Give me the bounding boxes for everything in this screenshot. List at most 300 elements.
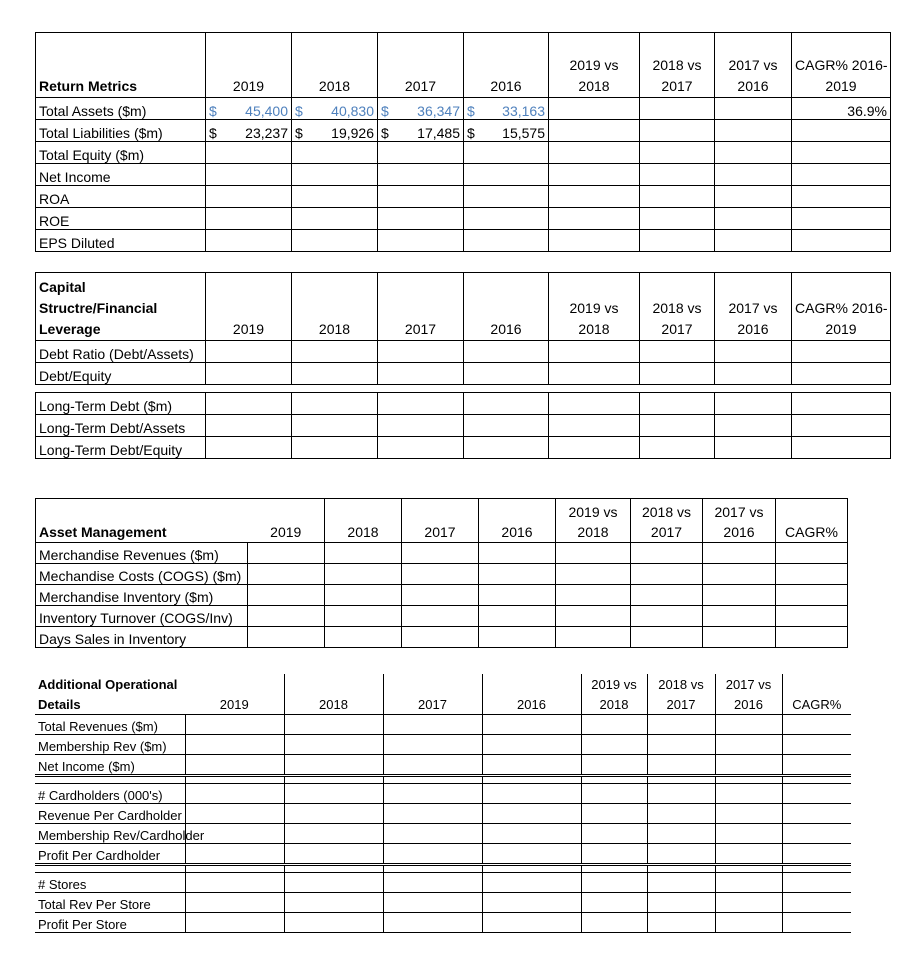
value-cell[interactable] xyxy=(248,585,325,606)
year-header: 2016 xyxy=(464,33,549,98)
cagr-cell[interactable] xyxy=(792,437,891,459)
table-row xyxy=(35,893,851,913)
table-row xyxy=(36,186,891,208)
table-row xyxy=(35,913,851,933)
year-header: 2017 xyxy=(383,694,482,715)
value-cell[interactable] xyxy=(703,543,776,564)
value-cell[interactable] xyxy=(640,415,715,437)
cagr-cell[interactable] xyxy=(782,893,851,913)
value-cell[interactable] xyxy=(479,606,556,627)
value-cell[interactable] xyxy=(640,230,715,252)
table-row xyxy=(36,543,848,564)
row-label: Long-Term Debt ($m) xyxy=(36,393,206,415)
value-cell[interactable] xyxy=(402,543,479,564)
comparison-header: 2017 xyxy=(647,694,715,715)
table-row xyxy=(36,437,891,459)
value-cell[interactable] xyxy=(482,824,581,844)
value-cell[interactable] xyxy=(464,186,549,208)
table-row xyxy=(35,755,851,776)
value-cell[interactable] xyxy=(464,142,549,164)
value-cell[interactable] xyxy=(206,415,292,437)
value-cell[interactable] xyxy=(647,893,715,913)
value-cell[interactable] xyxy=(703,627,776,648)
value-cell[interactable] xyxy=(549,208,640,230)
year-header: 2018 xyxy=(292,273,378,341)
value-cell[interactable] xyxy=(640,393,715,415)
value-cell[interactable] xyxy=(206,230,292,252)
value-cell[interactable] xyxy=(631,585,703,606)
capital-structure-table xyxy=(35,272,891,385)
value-cell[interactable] xyxy=(647,755,715,776)
value-cell[interactable] xyxy=(715,415,792,437)
value-cell[interactable] xyxy=(581,784,647,804)
comparison-header: 2019 vs xyxy=(581,674,647,694)
comparison-header: 2016 xyxy=(715,694,782,715)
table-row xyxy=(36,363,891,385)
value-cell[interactable] xyxy=(647,873,715,893)
value-cell[interactable] xyxy=(581,755,647,776)
year-header: 2018 xyxy=(292,33,378,98)
value-cell[interactable] xyxy=(640,120,715,142)
row-label: Profit Per Cardholder xyxy=(35,844,185,865)
year-header: 2019 xyxy=(206,273,292,341)
cagr-cell[interactable] xyxy=(782,784,851,804)
value-cell[interactable] xyxy=(556,585,631,606)
value-cell[interactable] xyxy=(292,415,378,437)
year-header: 2016 xyxy=(479,499,556,543)
value-cell[interactable] xyxy=(284,913,383,933)
value-cell[interactable] xyxy=(383,784,482,804)
value-cell[interactable] xyxy=(647,715,715,735)
value-cell[interactable] xyxy=(292,230,378,252)
row-label: Long-Term Debt/Assets xyxy=(36,415,206,437)
value-cell[interactable] xyxy=(378,363,464,385)
row-label: Merchandise Inventory ($m) xyxy=(36,585,248,606)
value-cell[interactable] xyxy=(549,98,640,120)
row-label: Profit Per Store xyxy=(35,913,185,933)
cagr-cell[interactable] xyxy=(792,341,891,363)
value-cell[interactable] xyxy=(715,715,782,735)
value-cell[interactable] xyxy=(383,824,482,844)
value-cell[interactable] xyxy=(581,824,647,844)
value-cell[interactable] xyxy=(631,564,703,585)
comparison-header: 2018 vs 2017 xyxy=(640,273,715,341)
value-cell[interactable]: $ 40,830 xyxy=(292,98,378,120)
value-cell[interactable] xyxy=(703,606,776,627)
value-cell[interactable] xyxy=(715,784,782,804)
value-cell[interactable] xyxy=(647,735,715,755)
spacer-row xyxy=(35,776,851,784)
value-cell[interactable] xyxy=(715,804,782,824)
value-cell[interactable] xyxy=(715,186,792,208)
value-cell[interactable] xyxy=(581,735,647,755)
value-cell[interactable] xyxy=(402,627,479,648)
value-cell[interactable] xyxy=(378,164,464,186)
value-cell[interactable] xyxy=(383,873,482,893)
additional-details-title: Additional Operational xyxy=(38,677,178,692)
table-row xyxy=(35,784,851,804)
value-cell[interactable] xyxy=(703,564,776,585)
row-label: Net Income ($m) xyxy=(35,755,185,776)
value-cell[interactable] xyxy=(383,804,482,824)
value-cell[interactable] xyxy=(378,142,464,164)
value-cell[interactable] xyxy=(549,230,640,252)
value-cell[interactable] xyxy=(402,585,479,606)
row-label: Days Sales in Inventory xyxy=(36,627,248,648)
table-row xyxy=(36,208,891,230)
value-cell[interactable] xyxy=(647,804,715,824)
row-label: Total Revenues ($m) xyxy=(35,715,185,735)
value-cell[interactable] xyxy=(292,142,378,164)
value-cell[interactable] xyxy=(715,735,782,755)
value-cell[interactable] xyxy=(206,164,292,186)
comparison-header: 2019 vs 2018 xyxy=(549,33,640,98)
year-header: 2017 xyxy=(402,499,479,543)
table-row xyxy=(35,844,851,865)
row-label: Mechandise Costs (COGS) ($m) xyxy=(36,564,248,585)
cagr-header: CAGR% 2016- 2019 xyxy=(792,273,891,341)
value-cell[interactable] xyxy=(647,784,715,804)
table-row xyxy=(36,393,891,415)
value-cell[interactable] xyxy=(378,208,464,230)
value-cell[interactable] xyxy=(715,873,782,893)
value-cell[interactable] xyxy=(185,893,284,913)
value-cell[interactable] xyxy=(640,437,715,459)
cagr-cell[interactable] xyxy=(782,913,851,933)
cagr-cell[interactable] xyxy=(792,120,891,142)
additional-details-table xyxy=(35,674,851,933)
value-cell[interactable] xyxy=(549,186,640,208)
value-cell[interactable] xyxy=(482,715,581,735)
value-cell[interactable] xyxy=(206,341,292,363)
row-label: # Cardholders (000's) xyxy=(35,784,185,804)
cagr-cell[interactable] xyxy=(782,844,851,865)
row-label: Debt/Equity xyxy=(36,363,206,385)
value-cell[interactable] xyxy=(378,341,464,363)
value-cell[interactable] xyxy=(647,824,715,844)
value-cell[interactable] xyxy=(284,844,383,865)
table-row xyxy=(36,164,891,186)
cagr-cell[interactable] xyxy=(782,873,851,893)
value-cell[interactable] xyxy=(581,913,647,933)
value-cell[interactable] xyxy=(482,755,581,776)
value-cell[interactable] xyxy=(383,893,482,913)
capital-structure-title: Capital Structre/Financial Leverage xyxy=(36,273,206,341)
value-cell[interactable] xyxy=(325,627,402,648)
value-cell[interactable] xyxy=(715,363,792,385)
value-cell[interactable] xyxy=(248,627,325,648)
value-cell[interactable] xyxy=(292,186,378,208)
value-cell[interactable] xyxy=(185,873,284,893)
value-cell[interactable] xyxy=(378,186,464,208)
value-cell[interactable] xyxy=(378,230,464,252)
value-cell[interactable] xyxy=(206,393,292,415)
value-cell[interactable] xyxy=(284,893,383,913)
table-row xyxy=(35,735,851,755)
value-cell[interactable] xyxy=(292,363,378,385)
row-label: EPS Diluted xyxy=(36,230,206,252)
value-cell[interactable] xyxy=(464,363,549,385)
value-cell[interactable] xyxy=(464,230,549,252)
cagr-cell[interactable] xyxy=(776,585,848,606)
year-header: 2019 xyxy=(248,499,325,543)
cagr-cell[interactable] xyxy=(782,824,851,844)
value-cell[interactable] xyxy=(556,543,631,564)
cagr-cell[interactable] xyxy=(792,186,891,208)
value-cell[interactable] xyxy=(581,715,647,735)
value-cell[interactable]: $ 33,163 xyxy=(464,98,549,120)
value-cell[interactable] xyxy=(482,913,581,933)
value-cell[interactable] xyxy=(715,824,782,844)
return-metrics-title: Return Metrics xyxy=(36,33,206,98)
value-cell[interactable] xyxy=(206,363,292,385)
value-cell[interactable] xyxy=(185,784,284,804)
value-cell[interactable] xyxy=(482,893,581,913)
value-cell[interactable] xyxy=(325,543,402,564)
value-cell[interactable] xyxy=(556,564,631,585)
value-cell[interactable] xyxy=(647,844,715,865)
value-cell[interactable] xyxy=(581,873,647,893)
value-cell[interactable] xyxy=(581,804,647,824)
value-cell[interactable] xyxy=(402,606,479,627)
cagr-cell[interactable] xyxy=(792,164,891,186)
cagr-header: CAGR% 2016- 2019 xyxy=(792,33,891,98)
value-cell[interactable] xyxy=(292,208,378,230)
value-cell[interactable] xyxy=(383,913,482,933)
value-cell[interactable] xyxy=(482,844,581,865)
table-row xyxy=(36,627,848,648)
cagr-cell[interactable]: 36.9% xyxy=(792,98,891,120)
value-cell[interactable] xyxy=(383,755,482,776)
comparison-header: 2017 vs 2016 xyxy=(715,33,792,98)
value-cell[interactable] xyxy=(640,186,715,208)
row-label: Total Equity ($m) xyxy=(36,142,206,164)
table-row xyxy=(35,804,851,824)
asset-management-table xyxy=(35,498,848,648)
value-cell[interactable] xyxy=(482,804,581,824)
year-header: 2019 xyxy=(206,33,292,98)
value-cell[interactable] xyxy=(640,98,715,120)
value-cell[interactable] xyxy=(248,564,325,585)
value-cell[interactable] xyxy=(378,437,464,459)
value-cell[interactable] xyxy=(185,755,284,776)
value-cell[interactable] xyxy=(284,784,383,804)
year-header: 2018 xyxy=(325,499,402,543)
cagr-cell[interactable] xyxy=(782,715,851,735)
value-cell[interactable] xyxy=(292,341,378,363)
value-cell[interactable] xyxy=(464,393,549,415)
value-cell[interactable] xyxy=(556,627,631,648)
cagr-cell[interactable] xyxy=(782,804,851,824)
row-label: Long-Term Debt/Equity xyxy=(36,437,206,459)
value-cell[interactable] xyxy=(715,755,782,776)
value-cell[interactable] xyxy=(482,784,581,804)
year-header: 2017 xyxy=(378,33,464,98)
row-label: Total Assets ($m) xyxy=(36,98,206,120)
value-cell[interactable] xyxy=(631,543,703,564)
cagr-cell[interactable] xyxy=(776,606,848,627)
value-cell[interactable] xyxy=(556,606,631,627)
cagr-cell[interactable] xyxy=(792,393,891,415)
row-label: Debt Ratio (Debt/Assets) xyxy=(36,341,206,363)
value-cell[interactable] xyxy=(703,585,776,606)
value-cell[interactable] xyxy=(482,735,581,755)
row-label: # Stores xyxy=(35,873,185,893)
value-cell[interactable]: $ 19,926 xyxy=(292,120,378,142)
value-cell[interactable] xyxy=(248,543,325,564)
value-cell[interactable] xyxy=(292,437,378,459)
value-cell[interactable] xyxy=(549,363,640,385)
value-cell[interactable]: $ 45,400 xyxy=(206,98,292,120)
comparison-header: 2017 vs 2016 xyxy=(703,499,776,543)
row-label: Total Rev Per Store xyxy=(35,893,185,913)
value-cell[interactable] xyxy=(549,341,640,363)
value-cell[interactable] xyxy=(715,437,792,459)
table-row xyxy=(35,715,851,735)
value-cell[interactable] xyxy=(206,437,292,459)
value-cell[interactable] xyxy=(284,824,383,844)
value-cell[interactable] xyxy=(284,755,383,776)
value-cell[interactable] xyxy=(185,804,284,824)
cagr-header: CAGR% xyxy=(782,694,851,715)
year-header: 2017 xyxy=(378,273,464,341)
comparison-header: 2019 vs 2018 xyxy=(556,499,631,543)
value-cell[interactable]: $ 15,575 xyxy=(464,120,549,142)
value-cell[interactable] xyxy=(715,341,792,363)
value-cell[interactable] xyxy=(284,735,383,755)
value-cell[interactable] xyxy=(640,208,715,230)
value-cell[interactable] xyxy=(292,393,378,415)
value-cell[interactable] xyxy=(479,585,556,606)
table-row xyxy=(36,564,848,585)
value-cell[interactable] xyxy=(581,893,647,913)
cagr-cell[interactable] xyxy=(792,363,891,385)
year-header: 2018 xyxy=(284,694,383,715)
value-cell[interactable] xyxy=(715,142,792,164)
row-label: ROA xyxy=(36,186,206,208)
value-cell[interactable] xyxy=(378,415,464,437)
value-cell[interactable] xyxy=(464,415,549,437)
value-cell[interactable] xyxy=(715,230,792,252)
value-cell[interactable] xyxy=(549,164,640,186)
value-cell[interactable] xyxy=(549,415,640,437)
cagr-cell[interactable] xyxy=(792,208,891,230)
table-row xyxy=(35,824,851,844)
value-cell[interactable] xyxy=(284,873,383,893)
row-label: Total Liabilities ($m) xyxy=(36,120,206,142)
value-cell[interactable]: $ 23,237 xyxy=(206,120,292,142)
return-metrics-table xyxy=(35,32,891,252)
value-cell[interactable] xyxy=(185,844,284,865)
value-cell[interactable] xyxy=(715,844,782,865)
value-cell[interactable] xyxy=(549,120,640,142)
value-cell[interactable] xyxy=(549,142,640,164)
cagr-cell[interactable] xyxy=(792,415,891,437)
value-cell[interactable] xyxy=(631,627,703,648)
value-cell[interactable]: $ 36,347 xyxy=(378,98,464,120)
value-cell[interactable] xyxy=(248,606,325,627)
value-cell[interactable] xyxy=(640,363,715,385)
value-cell[interactable] xyxy=(185,913,284,933)
value-cell[interactable] xyxy=(464,437,549,459)
value-cell[interactable] xyxy=(185,735,284,755)
value-cell[interactable]: $ 17,485 xyxy=(378,120,464,142)
row-label: Revenue Per Cardholder xyxy=(35,804,185,824)
value-cell[interactable] xyxy=(631,606,703,627)
value-cell[interactable] xyxy=(383,844,482,865)
cagr-header: CAGR% xyxy=(776,499,848,543)
value-cell[interactable] xyxy=(549,437,640,459)
table-row xyxy=(36,230,891,252)
value-cell[interactable] xyxy=(715,98,792,120)
cagr-cell[interactable] xyxy=(792,230,891,252)
value-cell[interactable] xyxy=(640,341,715,363)
cagr-cell[interactable] xyxy=(776,543,848,564)
spacer-row xyxy=(35,865,851,873)
cagr-cell[interactable] xyxy=(782,735,851,755)
comparison-header: 2018 vs 2017 xyxy=(631,499,703,543)
value-cell[interactable] xyxy=(206,142,292,164)
value-cell[interactable] xyxy=(464,208,549,230)
table-row xyxy=(36,341,891,363)
long-term-debt-table xyxy=(35,392,891,459)
value-cell[interactable] xyxy=(292,164,378,186)
value-cell[interactable] xyxy=(325,564,402,585)
value-cell[interactable] xyxy=(479,543,556,564)
comparison-header: 2017 vs xyxy=(715,674,782,694)
value-cell[interactable] xyxy=(325,606,402,627)
comparison-header: 2018 vs 2017 xyxy=(640,33,715,98)
value-cell[interactable] xyxy=(479,564,556,585)
value-cell[interactable] xyxy=(378,393,464,415)
value-cell[interactable] xyxy=(640,142,715,164)
year-header: 2016 xyxy=(464,273,549,341)
value-cell[interactable] xyxy=(715,164,792,186)
value-cell[interactable] xyxy=(715,913,782,933)
value-cell[interactable] xyxy=(383,735,482,755)
cagr-cell[interactable] xyxy=(776,627,848,648)
value-cell[interactable] xyxy=(482,873,581,893)
value-cell[interactable] xyxy=(325,585,402,606)
value-cell[interactable] xyxy=(549,393,640,415)
value-cell[interactable] xyxy=(715,893,782,913)
value-cell[interactable] xyxy=(284,804,383,824)
comparison-header: 2019 vs 2018 xyxy=(549,273,640,341)
value-cell[interactable] xyxy=(715,120,792,142)
asset-management-title: Asset Management xyxy=(36,499,248,543)
value-cell[interactable] xyxy=(402,564,479,585)
value-cell[interactable] xyxy=(715,393,792,415)
value-cell[interactable] xyxy=(647,913,715,933)
cagr-cell[interactable] xyxy=(782,755,851,776)
cagr-cell[interactable] xyxy=(776,564,848,585)
value-cell[interactable] xyxy=(640,164,715,186)
value-cell[interactable] xyxy=(581,844,647,865)
value-cell[interactable] xyxy=(715,208,792,230)
value-cell[interactable] xyxy=(383,715,482,735)
value-cell[interactable] xyxy=(479,627,556,648)
table-row xyxy=(35,873,851,893)
cagr-cell[interactable] xyxy=(792,142,891,164)
value-cell[interactable] xyxy=(185,715,284,735)
value-cell[interactable] xyxy=(206,186,292,208)
value-cell[interactable] xyxy=(206,208,292,230)
comparison-header: 2018 xyxy=(581,694,647,715)
value-cell[interactable] xyxy=(464,164,549,186)
value-cell[interactable] xyxy=(284,715,383,735)
value-cell[interactable] xyxy=(464,341,549,363)
year-header: 2016 xyxy=(482,694,581,715)
